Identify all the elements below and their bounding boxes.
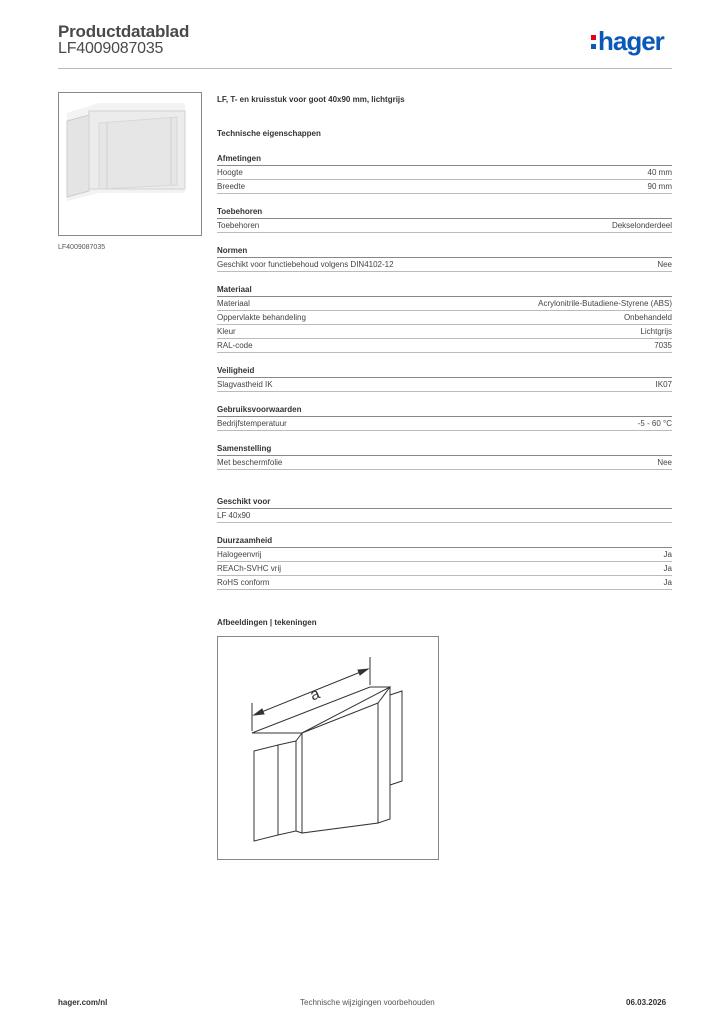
spec-row bbox=[217, 180, 672, 194]
spec-label: Geschikt voor functiebehoud volgens DIN4102-12 bbox=[217, 260, 394, 269]
group-title: Afmetingen bbox=[217, 153, 672, 166]
spec-group-toebehoren bbox=[217, 206, 672, 233]
product-code: LF4009087035 bbox=[58, 40, 164, 57]
spec-group-samenstelling bbox=[217, 443, 672, 470]
group-title: Gebruiksvoorwaarden bbox=[217, 404, 672, 417]
spec-row bbox=[217, 417, 672, 431]
spec-row bbox=[217, 339, 672, 353]
group-title: Samenstelling bbox=[217, 443, 672, 456]
group-title: Geschikt voor bbox=[217, 496, 672, 509]
spec-row bbox=[217, 548, 672, 562]
spec-row bbox=[217, 166, 672, 180]
logo-dots-icon bbox=[591, 28, 596, 49]
spec-row bbox=[217, 297, 672, 311]
spec-group-normen bbox=[217, 245, 672, 272]
logo-text: hager bbox=[598, 26, 664, 56]
spec-value: IK07 bbox=[655, 380, 672, 389]
spec-label: RoHS conform bbox=[217, 578, 270, 587]
spec-row bbox=[217, 509, 672, 523]
spec-label: Met beschermfolie bbox=[217, 458, 283, 467]
spec-row bbox=[217, 456, 672, 470]
product-thumbnail bbox=[58, 92, 202, 236]
spec-label: Slagvastheid IK bbox=[217, 380, 273, 389]
spec-row bbox=[217, 378, 672, 392]
spec-row bbox=[217, 576, 672, 590]
spec-group-veiligheid bbox=[217, 365, 672, 392]
product-description: LF, T- en kruisstuk voor goot 40x90 mm, lichtgrijs bbox=[217, 95, 405, 104]
spec-group-duurzaamheid bbox=[217, 535, 672, 590]
spec-value: Lichtgrijs bbox=[640, 327, 672, 336]
spec-value: 90 mm bbox=[647, 182, 672, 191]
spec-value: 40 mm bbox=[647, 168, 672, 177]
spec-value: -5 - 60 °C bbox=[637, 419, 672, 428]
drawings-heading: Afbeeldingen | tekeningen bbox=[217, 618, 317, 627]
spec-row bbox=[217, 258, 672, 272]
spec-value: Ja bbox=[663, 578, 672, 587]
product-image-icon bbox=[59, 93, 201, 235]
spec-value: Ja bbox=[663, 564, 672, 573]
spec-label: Materiaal bbox=[217, 299, 250, 308]
group-title: Materiaal bbox=[217, 284, 672, 297]
spec-value: 7035 bbox=[654, 341, 672, 350]
spec-value: Nee bbox=[657, 260, 672, 269]
spec-value: Onbehandeld bbox=[623, 313, 672, 322]
group-title: Veiligheid bbox=[217, 365, 672, 378]
header-divider bbox=[58, 68, 672, 69]
spec-label: Breedte bbox=[217, 182, 246, 191]
spec-label: RAL-code bbox=[217, 341, 253, 350]
spec-row bbox=[217, 219, 672, 233]
hager-logo bbox=[591, 28, 664, 54]
tech-heading: Technische eigenschappen bbox=[217, 129, 321, 138]
spec-group-gebruiksvoorwaarden bbox=[217, 404, 672, 431]
spec-label: REACh-SVHC vrij bbox=[217, 564, 282, 573]
spec-group-geschikt-voor bbox=[217, 496, 672, 523]
footer-date: 06.03.2026 bbox=[626, 998, 667, 1007]
spec-row bbox=[217, 325, 672, 339]
group-title: Toebehoren bbox=[217, 206, 672, 219]
spec-panel bbox=[217, 95, 672, 590]
tee-piece-drawing-icon bbox=[218, 637, 438, 859]
spec-group-afmetingen bbox=[217, 153, 672, 194]
spec-label: Oppervlakte behandeling bbox=[217, 313, 306, 322]
spec-value: Nee bbox=[657, 458, 672, 467]
spec-label: Toebehoren bbox=[217, 221, 260, 230]
spec-value: Dekselonderdeel bbox=[611, 221, 672, 230]
dimension-label: a bbox=[307, 685, 323, 705]
spec-group-materiaal bbox=[217, 284, 672, 353]
technical-drawing bbox=[217, 636, 439, 860]
spec-label: Hoogte bbox=[217, 168, 243, 177]
spec-row bbox=[217, 562, 672, 576]
thumbnail-caption: LF4009087035 bbox=[58, 244, 106, 251]
spec-value: Acrylonitrile-Butadiene-Styrene (ABS) bbox=[538, 299, 672, 308]
spec-label: Halogeenvrij bbox=[217, 550, 262, 559]
spec-label: LF 40x90 bbox=[217, 511, 251, 520]
group-title: Duurzaamheid bbox=[217, 535, 672, 548]
page-title: Productdatablad bbox=[58, 22, 190, 41]
footer-website[interactable]: hager.com/nl bbox=[58, 998, 108, 1007]
spec-label: Bedrijfstemperatuur bbox=[217, 419, 287, 428]
spec-value: Ja bbox=[663, 550, 672, 559]
group-title: Normen bbox=[217, 245, 672, 258]
footer-disclaimer: Technische wijzigingen voorbehouden bbox=[300, 998, 435, 1007]
spec-label: Kleur bbox=[217, 327, 236, 336]
spec-row bbox=[217, 311, 672, 325]
